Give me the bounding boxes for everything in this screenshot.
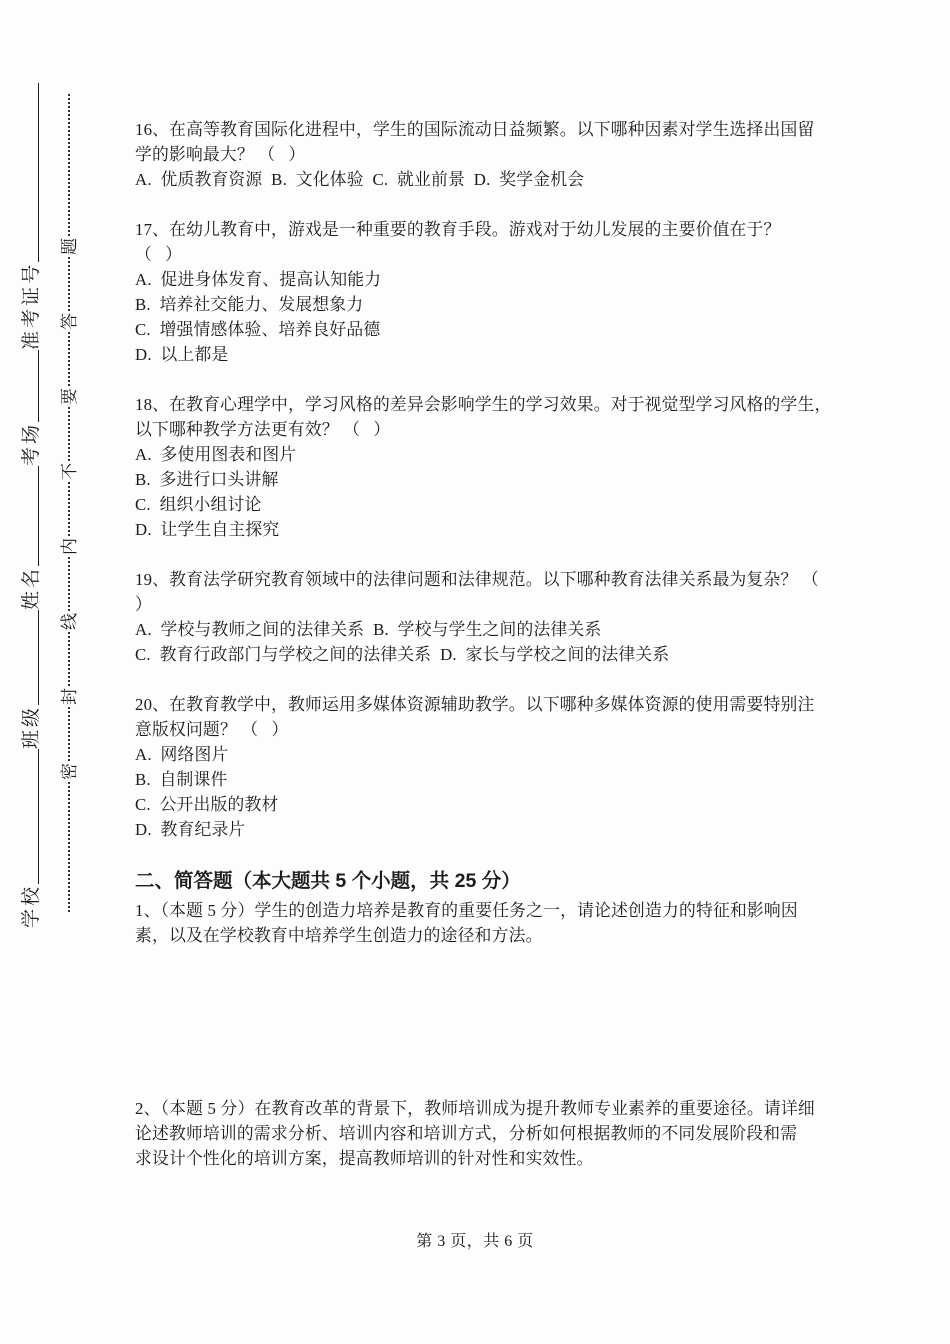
seal-dots [68, 782, 70, 912]
question-line: 17、在幼儿教育中，游戏是一种重要的教育手段。游戏对于幼儿发展的主要价值在于？ [135, 220, 781, 239]
short-answer-question-1 [135, 898, 875, 948]
short-answer-question-2 [135, 1096, 875, 1171]
option-b: B. 多进行口头讲解 [135, 470, 279, 489]
seal-char-xian: 线 [59, 613, 79, 630]
question-line: 素，以及在学校教育中培养学生创造力的途径和方法。 [135, 926, 543, 945]
seal-label-examroom: 考场 [21, 421, 42, 466]
question-19 [135, 567, 875, 667]
question-line: 论述教师培训的需求分析、培训内容和培训方式，分析如何根据教师的不同发展阶段和需 [135, 1124, 798, 1143]
blank-underline-class [38, 610, 39, 705]
seal-label-admission-number: 准考证号 [21, 261, 42, 350]
option-d: D. 让学生自主探究 [135, 520, 280, 539]
blank-underline-name [38, 466, 39, 566]
option-b: B. 培养社交能力、发展想象力 [135, 295, 364, 314]
seal-char-da: 答 [59, 313, 79, 330]
seal-label-school: 学校 [21, 883, 42, 928]
question-18 [135, 392, 875, 542]
seal-char-mi: 密 [59, 763, 79, 780]
option-a: A. 多使用图表和图片 [135, 445, 297, 464]
seal-dots [68, 407, 70, 461]
question-16 [135, 117, 875, 192]
option-a: A. 网络图片 [135, 745, 229, 764]
option-c: C. 增强情感体验、培养良好品德 [135, 320, 381, 339]
seal-dots [68, 707, 70, 761]
option-d: D. 教育纪录片 [135, 820, 246, 839]
seal-dots [68, 94, 70, 236]
seal-labels-strip [8, 83, 42, 928]
question-20 [135, 692, 875, 842]
question-line: ） [135, 595, 152, 614]
question-17 [135, 217, 875, 367]
question-line: 16、在高等教育国际化进程中，学生的国际流动日益频繁。以下哪种因素对学生选择出国留 [135, 120, 815, 139]
seal-dots [68, 332, 70, 386]
seal-dots [68, 557, 70, 611]
question-line: 18、在教育心理学中，学习风格的差异会影响学生的学习效果。对于视觉型学习风格的学生， [135, 395, 832, 414]
option-d: D. 以上都是 [135, 345, 229, 364]
seal-char-feng: 封 [59, 688, 79, 705]
question-line: 意版权问题？ （ ） [135, 720, 289, 739]
seal-label-class: 班级 [21, 704, 42, 749]
options-ab-line: A. 学校与教师之间的法律关系 B. 学校与学生之间的法律关系 [135, 620, 602, 639]
seal-dotted-line [56, 94, 82, 912]
blank-underline-examroom [38, 350, 39, 422]
seal-char-yao: 要 [59, 388, 79, 405]
question-line: 学的影响最大？ （ ） [135, 145, 306, 164]
answer-blank-line: （ ） [135, 245, 183, 264]
blank-underline-school [38, 749, 39, 884]
option-c: C. 组织小组讨论 [135, 495, 262, 514]
seal-char-bu: 不 [59, 463, 79, 480]
question-line: 20、在教育教学中，教师运用多媒体资源辅助教学。以下哪种多媒体资源的使用需要特别注 [135, 695, 815, 714]
seal-dots [68, 632, 70, 686]
page-footer: 第 3 页，共 6 页 [416, 1233, 534, 1250]
section-2-title: 二、简答题（本大题共 5 个小题，共 25 分） [135, 870, 521, 892]
seal-char-ti: 题 [59, 238, 79, 255]
question-line: 以下哪种教学方法更有效？ （ ） [135, 420, 391, 439]
seal-char-nei: 内 [59, 538, 79, 555]
blank-underline-admission-number [38, 83, 39, 262]
question-line: 19、教育法学研究教育领域中的法律问题和法律规范。以下哪种教育法律关系最为复杂？ （ [135, 570, 819, 589]
seal-label-name: 姓名 [21, 565, 42, 610]
options-cd-line: C. 教育行政部门与学校之间的法律关系 D. 家长与学校之间的法律关系 [135, 645, 670, 664]
seal-dots [68, 482, 70, 536]
option-a: A. 促进身体发育、提高认知能力 [135, 270, 382, 289]
option-c: C. 公开出版的教材 [135, 795, 279, 814]
exam-content [135, 0, 875, 1171]
question-line: 2、（本题 5 分）在教育改革的背景下，教师培训成为提升教师专业素养的重要途径。请详细 [135, 1099, 815, 1118]
question-line: 求设计个性化的培训方案，提高教师培训的针对性和实效性。 [135, 1149, 594, 1168]
question-options-line: A. 优质教育资源 B. 文化体验 C. 就业前景 D. 奖学金机会 [135, 170, 585, 189]
seal-dots [68, 257, 70, 311]
question-line: 1、（本题 5 分）学生的创造力培养是教育的重要任务之一，请论述创造力的特征和影响因 [135, 901, 798, 920]
option-b: B. 自制课件 [135, 770, 228, 789]
